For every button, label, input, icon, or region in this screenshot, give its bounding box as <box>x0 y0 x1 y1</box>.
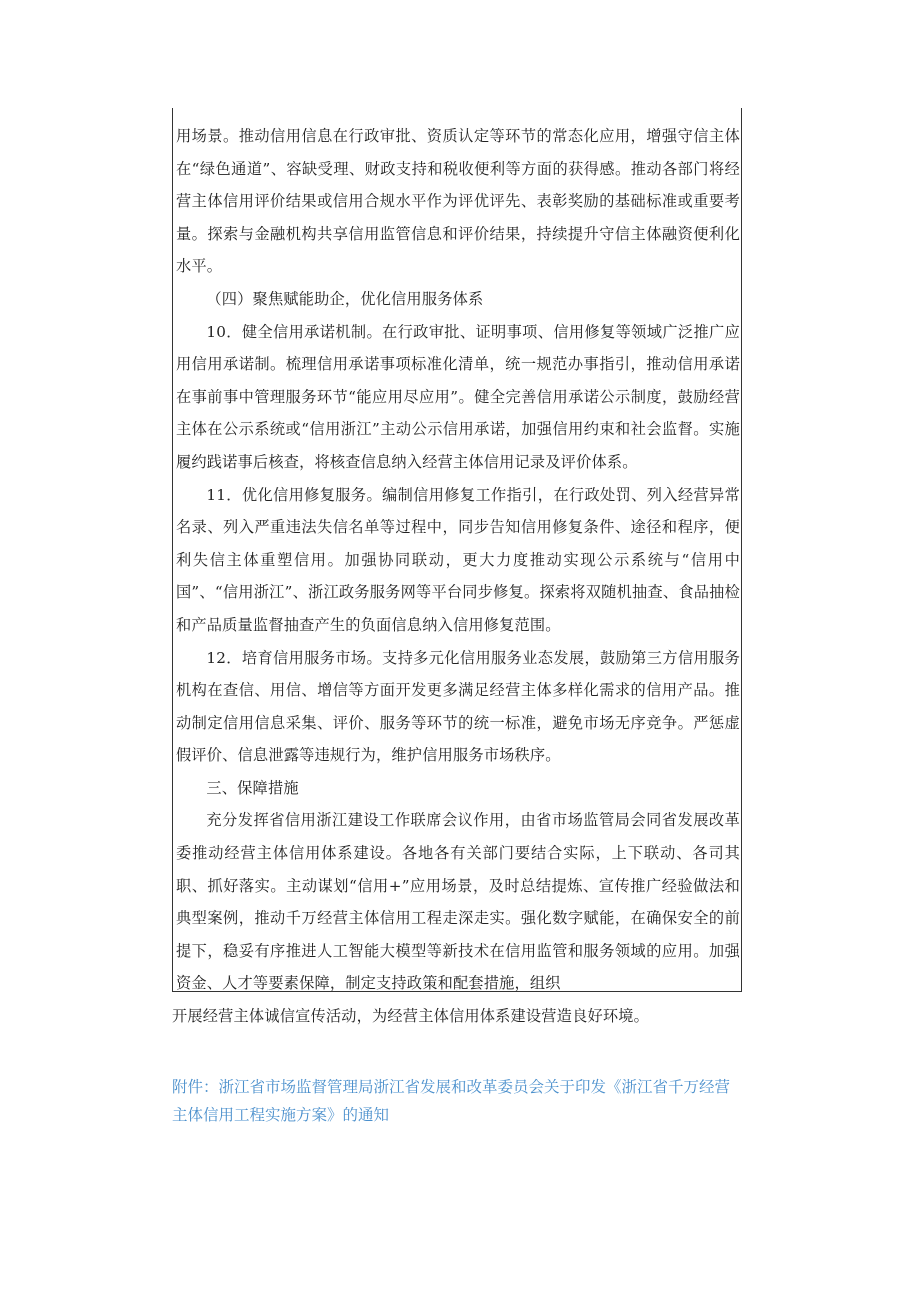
paragraph-item-10: 10．健全信用承诺机制。在行政审批、证明事项、信用修复等领域广泛推广应用信用承诺制。梳理信用承诺事项标准化清单，统一规范办事指引，推动信用承诺在事前事中管理服务环节“能应用尽应用”。健全完善信用承诺公示制度，鼓励经营主体在公示系统或“信用浙江”主动公示信用承诺，加强信用约束和社会监督。实施履约践诺事后核查，将核查信息纳入经营主体信用记录及评价体系。 <box>176 322 740 471</box>
paragraph-continuation: 开展经营主体诚信宣传活动，为经营主体信用体系建设营造良好环境。 <box>172 1007 650 1025</box>
paragraph-item-11: 11．优化信用修复服务。编制信用修复工作指引，在行政处罚、列入经营异常名录、列入严重违法失信名单等过程中，同步告知信用修复条件、途径和程序，便利失信主体重塑信用。加强协同联动，更大力度推动实现公示系统与“信用中国”、“信用浙江”、浙江政务服务网等平台同步修复。探索将双随机抽查、食品抽检和产品质量监督抽查产生的负面信息纳入信用修复范围。 <box>176 485 740 634</box>
paragraph-safeguards: 充分发挥省信用浙江建设工作联席会议作用，由省市场监管局会同省发展改革委推动经营主体信用体系建设。各地各有关部门要结合实际，上下联动、各司其职、抓好落实。主动谋划“信用+”应用场景，及时总结提炼、宣传推广经验做法和典型案例，推动千万经营主体信用工程走深走实。强化数字赋能，在确保安全的前提下，稳妥有序推进人工智能大模型等新技术在信用监管和服务领域的应用。加强资金、人才等要素保障，制定支持政策和配套措施，组织 <box>176 811 740 993</box>
table-cell-content <box>176 120 740 1000</box>
section-heading-four: （四）聚焦赋能助企，优化信用服务体系 <box>206 289 484 308</box>
paragraph-credit-application: 用场景。推动信用信息在行政审批、资质认定等环节的常态化应用，增强守信主体在“绿色通道”、容缺受理、财政支持和税收便利等方面的获得感。推动各部门将经营主体信用评价结果或信用合规水平作为评优评先、表彰奖励的基础标准或重要考量。探索与金融机构共享信用监管信息和评价结果，持续提升守信主体融资便利化水平。 <box>176 127 740 276</box>
attachment-link[interactable] <box>172 1073 742 1129</box>
section-heading-safeguards: 三、保障措施 <box>206 778 299 797</box>
attachment-link-text[interactable]: 附件：浙江省市场监督管理局浙江省发展和改革委员会关于印发《浙江省千万经营主体信用工程实施方案》的通知 <box>172 1078 731 1124</box>
paragraph-item-12: 12．培育信用服务市场。支持多元化信用服务业态发展，鼓励第三方信用服务机构在查信、用信、增信等方面开发更多满足经营主体多样化需求的信用产品。推动制定信用信息采集、评价、服务等环节的统一标准，避免市场无序竞争。严惩虚假评价、信息泄露等违规行为，维护信用服务市场秩序。 <box>176 648 740 765</box>
